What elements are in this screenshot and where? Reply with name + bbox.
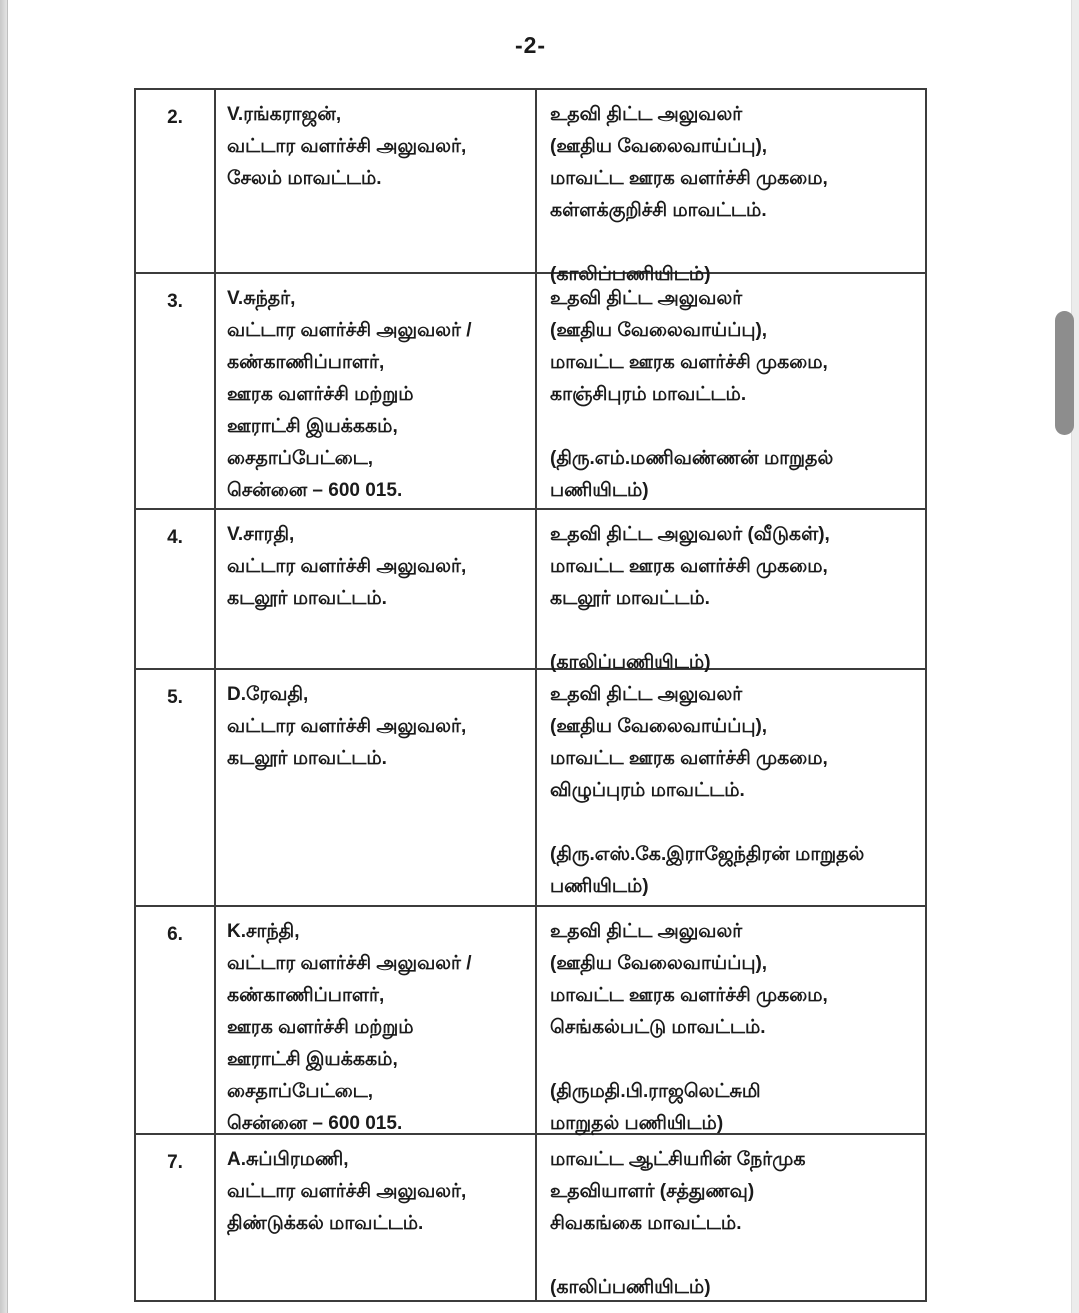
text-line: (ஊதிய வேலைவாய்ப்பு), xyxy=(550,953,768,974)
posting-cell xyxy=(535,670,925,905)
text-line: V.ரங்கராஜன், xyxy=(227,104,342,125)
sno-label: 2. xyxy=(167,107,183,128)
sno-label: 3. xyxy=(167,291,183,312)
text-line: A.சுப்பிரமணி, xyxy=(227,1149,349,1170)
text-line: கள்ளக்குறிச்சி மாவட்டம். xyxy=(550,200,767,221)
text-line: (திரு.எம்.மணிவண்ணன் மாறுதல் xyxy=(550,448,834,469)
text-line: V.சாரதி, xyxy=(227,524,295,545)
officer-cell xyxy=(214,510,535,668)
text-line: உதவி திட்ட அலுவலர் xyxy=(550,921,743,942)
text-line: கடலூர் மாவட்டம். xyxy=(227,588,387,609)
table-row xyxy=(136,1135,925,1300)
text-line: உதவி திட்ட அலுவலர் xyxy=(550,104,743,125)
page-edge-left xyxy=(0,0,8,1313)
sno-cell xyxy=(136,1135,214,1300)
table-row xyxy=(136,274,925,510)
text-line: சிவகங்கை மாவட்டம். xyxy=(550,1213,742,1234)
table-row xyxy=(136,510,925,673)
text-line xyxy=(550,1240,923,1272)
sno-label: 7. xyxy=(167,1152,183,1173)
officer-cell xyxy=(214,1135,535,1300)
text-line: மாவட்ட ஊரக வளர்ச்சி முகமை, xyxy=(550,985,828,1006)
text-line: (காலிப்பணியிடம்) xyxy=(550,264,711,285)
text-line: வட்டார வளர்ச்சி அலுவலர், xyxy=(227,716,467,737)
text-line: கண்காணிப்பாளர், xyxy=(227,985,385,1006)
text-line xyxy=(550,411,923,443)
text-line: உதவி திட்ட அலுவலர் xyxy=(550,684,743,705)
roster-table xyxy=(134,88,927,1302)
text-line: (ஊதிய வேலைவாய்ப்பு), xyxy=(550,136,768,157)
text-line: (திரு.எஸ்.கே.இராஜேந்திரன் மாறுதல் xyxy=(550,844,865,865)
text-line: மாவட்ட ஊரக வளர்ச்சி முகமை, xyxy=(550,556,828,577)
officer-cell xyxy=(214,90,535,272)
officer-cell xyxy=(214,670,535,905)
text-line xyxy=(550,1044,923,1076)
text-line: வட்டார வளர்ச்சி அலுவலர், xyxy=(227,556,467,577)
text-line: சேலம் மாவட்டம். xyxy=(227,168,382,189)
text-line: சைதாப்பேட்டை, xyxy=(227,448,374,469)
posting-cell xyxy=(535,1135,925,1300)
officer-cell xyxy=(214,907,535,1133)
text-line: V.சுந்தர், xyxy=(227,288,296,309)
text-line: சென்னை – 600 015. xyxy=(227,480,403,501)
text-line: ஊராட்சி இயக்ககம், xyxy=(227,416,398,437)
text-line: மாவட்ட ஆட்சியரின் நேர்முக xyxy=(550,1149,806,1170)
text-line: பணியிடம்) xyxy=(550,876,649,897)
sno-label: 4. xyxy=(167,527,183,548)
text-line: (திருமதி.பி.ராஜலெட்சுமி xyxy=(550,1081,761,1102)
text-line: வட்டார வளர்ச்சி அலுவலர் / xyxy=(227,953,472,974)
text-line: ஊரக வளர்ச்சி மற்றும் xyxy=(227,1017,414,1038)
posting-cell xyxy=(535,274,925,508)
text-line: திண்டுக்கல் மாவட்டம். xyxy=(227,1213,424,1234)
text-line: சென்னை – 600 015. xyxy=(227,1113,403,1134)
sno-label: 6. xyxy=(167,924,183,945)
scrollbar-thumb[interactable] xyxy=(1055,311,1074,435)
sno-cell xyxy=(136,510,214,668)
text-line: செங்கல்பட்டு மாவட்டம். xyxy=(550,1017,766,1038)
text-line: சைதாப்பேட்டை, xyxy=(227,1081,374,1102)
text-line: கடலூர் மாவட்டம். xyxy=(227,748,387,769)
sno-label: 5. xyxy=(167,687,183,708)
text-line: K.சாந்தி, xyxy=(227,921,300,942)
text-line: வட்டார வளர்ச்சி அலுவலர், xyxy=(227,1181,467,1202)
text-line: ஊரக வளர்ச்சி மற்றும் xyxy=(227,384,414,405)
text-line: ஊராட்சி இயக்ககம், xyxy=(227,1049,398,1070)
text-line: கடலூர் மாவட்டம். xyxy=(550,588,710,609)
scrollbar-track[interactable] xyxy=(1071,0,1079,1313)
sno-cell xyxy=(136,90,214,272)
posting-cell xyxy=(535,90,925,285)
text-line: காஞ்சிபுரம் மாவட்டம். xyxy=(550,384,747,405)
officer-cell xyxy=(214,274,535,508)
text-line: (ஊதிய வேலைவாய்ப்பு), xyxy=(550,716,768,737)
text-line xyxy=(550,615,923,647)
posting-cell xyxy=(535,510,925,673)
text-line: (காலிப்பணியிடம்) xyxy=(550,1277,711,1298)
text-line xyxy=(550,227,923,259)
text-line: வட்டார வளர்ச்சி அலுவலர் / xyxy=(227,320,472,341)
text-line: (காலிப்பணியிடம்) xyxy=(550,652,711,673)
text-line: D.ரேவதி, xyxy=(227,684,309,705)
sno-cell xyxy=(136,670,214,905)
text-line: மாவட்ட ஊரக வளர்ச்சி முகமை, xyxy=(550,748,828,769)
text-line: உதவி திட்ட அலுவலர் (வீடுகள்), xyxy=(550,524,830,545)
text-line: உதவி திட்ட அலுவலர் xyxy=(550,288,743,309)
text-line: உதவியாளர் (சத்துணவு) xyxy=(550,1181,755,1202)
text-line: மாறுதல் பணியிடம்) xyxy=(550,1113,724,1134)
table-row xyxy=(136,907,925,1135)
text-line: கண்காணிப்பாளர், xyxy=(227,352,385,373)
text-line xyxy=(550,807,923,839)
text-line: மாவட்ட ஊரக வளர்ச்சி முகமை, xyxy=(550,168,828,189)
posting-cell xyxy=(535,907,925,1133)
table-row xyxy=(136,670,925,907)
text-line: பணியிடம்) xyxy=(550,480,649,501)
sno-cell xyxy=(136,274,214,508)
text-line: (ஊதிய வேலைவாய்ப்பு), xyxy=(550,320,768,341)
text-line: விழுப்புரம் மாவட்டம். xyxy=(550,780,745,801)
text-line: வட்டார வளர்ச்சி அலுவலர், xyxy=(227,136,467,157)
sno-cell xyxy=(136,907,214,1133)
text-line: மாவட்ட ஊரக வளர்ச்சி முகமை, xyxy=(550,352,828,373)
page-number: -2- xyxy=(514,32,547,58)
table-row xyxy=(136,90,925,285)
